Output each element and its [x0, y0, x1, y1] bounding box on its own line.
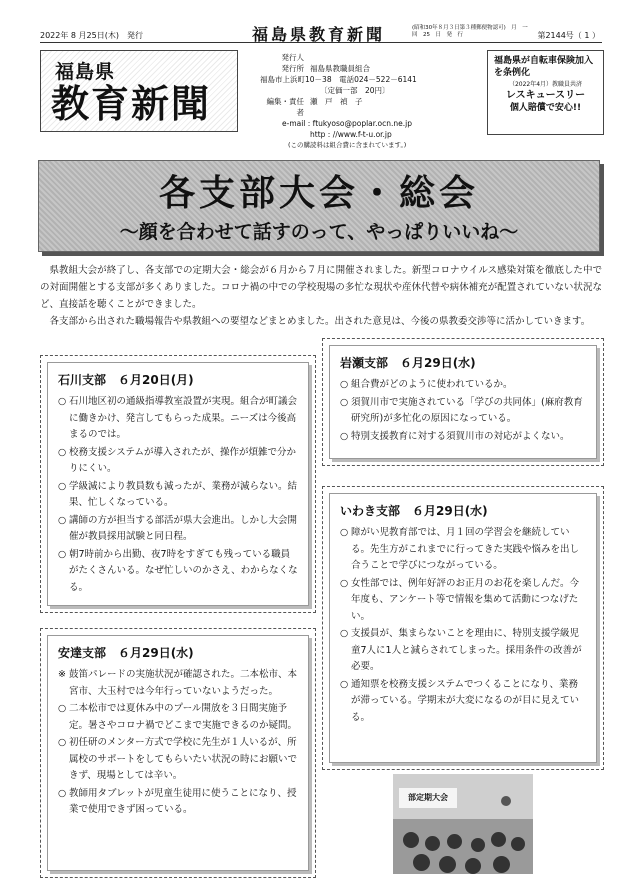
header-line [40, 25, 600, 44]
branch-heading: 安達支部 ６月29日(水) [58, 646, 194, 660]
list-item: ○ 朝7時前から出勤、夜7時をすぎても残っている職員がたくさんいる。なぜ忙しいのかさえ、わからなくなる。 [58, 548, 298, 593]
price: 〔定価一部 20円〕 [320, 86, 390, 95]
list-item: ○ 教師用タブレットが児童生徒用に使うことになり、授業で使用できず困っている。 [58, 787, 297, 815]
attendee-head [425, 836, 440, 851]
paper-name: 福島県教育新聞 [252, 25, 386, 44]
headline-subtitle: ～顔を合わせて話すのって、やっぱりいいね～ [119, 221, 519, 243]
attendee-head [439, 856, 456, 873]
issue-number: 第2144号（ 1 ） [537, 31, 600, 40]
attendee-head [403, 832, 419, 848]
list-item: ○ 組合費がどのように使われているか。 [340, 379, 513, 390]
attendee-head [493, 856, 510, 873]
attendee-head [413, 854, 430, 871]
list-item: ○ 須賀川市で実施されている「学びの共同体」(麻府教育研究所)が多忙化の原因になっている。 [340, 396, 583, 424]
headline-banner [38, 160, 600, 252]
ad-subline: （2022年4月）教職員共済 [508, 81, 583, 88]
intro-paragraph: 各支部から出された職場報告や県教組への要望などまとめました。出された意見は、今後の県教委交渉等に活かしていきます。 [49, 316, 591, 327]
branch-heading: 岩瀬支部 ６月29日(水) [340, 356, 476, 370]
attendee-head [447, 834, 462, 849]
list-item: ○ 二本松市では夏休み中のプール開放を３日間実施予定。暑さやコロナ禍でどこまで実施できるのか疑問。 [58, 703, 298, 731]
registration-note: (昭和30年８月３日第３種郵便物認可) 月 一 回 25 日 発 行 [412, 25, 534, 38]
subscription-note: (この購読料は組合費に含まれています。) [288, 141, 407, 149]
attendee-head [465, 858, 481, 874]
list-item: ○ 通知票を校務支援システムでつくることになり、業務が滞っている。学期末が大変になるのが目に見えている。 [340, 678, 580, 723]
list-item: ○ 支援員が、集まらないことを理由に、特別支援学級児童7人に1人と減らされてしまった。採用条件の改善が必要。 [340, 628, 582, 672]
office-label: 発行所 [281, 64, 304, 73]
masthead-title: 教育新聞 [51, 82, 212, 126]
list-item: ○ 石川地区初の通級指導教室設置が実現。組合が町議会に働きかけ、発言してもらった成果。ニーズは今後高まるのでは。 [58, 396, 298, 440]
branch-box-ishikawa [40, 355, 316, 613]
attendee-head [511, 837, 525, 851]
branch-box-adachi [40, 628, 316, 878]
meeting-photo [393, 774, 533, 874]
headline-title: 各支部大会・総会 [158, 173, 479, 214]
list-item: ※ 鼓笛パレードの実施状況が確認された。二本松市、本宮市、大玉村では今年行っていないようだった。 [58, 669, 298, 697]
ad-product: レスキュースリー [505, 90, 586, 101]
header-rule [40, 42, 602, 43]
email-link[interactable]: e-mail : ftukyoso@poplar.ocn.ne.jp [282, 119, 413, 128]
branch-list [58, 394, 298, 596]
list-item: ○ 講師の方が担当する部活が県大会進出。しかし大会開催が教員採用試験と同日程。 [58, 514, 298, 542]
ad-tagline: 個人賠償で安心!! [509, 103, 582, 113]
publisher-info [260, 52, 478, 151]
editor-label: 編集・責任者 [266, 97, 304, 117]
branch-box-iwaki [322, 486, 604, 770]
branch-box-iwase [322, 338, 604, 466]
list-item: ○ 特別支援教育に対する須賀川市の対応がよくない。 [340, 430, 570, 442]
list-item: ○ 初任研のメンター方式で学校に先生が１人いるが、所属校のサポートをしてもらいたい状況の時にお願いできず、現場としては辛い。 [58, 737, 298, 781]
attendee-head [491, 832, 506, 847]
list-item: ○ 障がい児教育部では、月１回の学習会を継続している。先生方がこれまでに行ってきた実践や悩みを出し合うことで学びにつながっている。 [340, 527, 580, 571]
branch-list [340, 377, 586, 445]
publisher-label: 発行人 [281, 53, 304, 62]
masthead-logo [40, 50, 238, 132]
speaker-head [501, 796, 511, 806]
list-item: ○ 学級減により教員数も減ったが、業務が減らない。結果、忙しくなっている。 [58, 480, 298, 508]
editor-name: 瀬 戸 禎 子 [310, 97, 363, 106]
insurance-ad [487, 50, 604, 135]
branch-list [340, 525, 586, 726]
publisher-name: 福島県教職員組合 [310, 64, 370, 73]
website-link[interactable]: http : //www.f-t-u.or.jp [310, 130, 392, 139]
branch-list [58, 667, 298, 819]
list-item: ○ 女性部では、例年好評のお正月のお花を楽しんだ。今年度も、アンケート等で情報を集めて活動につなげたい。 [340, 577, 580, 622]
ad-headline: 福島県が自転車保険加入を条例化 [494, 56, 594, 78]
intro-text [40, 262, 602, 330]
list-item: ○ 校務支援システムが導入されたが、操作が煩雑で分かりにくい。 [58, 446, 297, 474]
branch-heading: 石川支部 ６月20日(月) [58, 373, 194, 387]
publisher-address: 福島市上浜町10－38 電話024－522－6141 [260, 75, 417, 84]
masthead-prefecture: 福島県 [55, 61, 116, 83]
issue-date: 2022年 8 月25日(木) 発行 [40, 31, 143, 40]
attendee-head [471, 838, 485, 852]
branch-heading: いわき支部 ６月29日(水) [340, 504, 488, 518]
photo-sign: 部定期大会 [399, 788, 457, 808]
intro-paragraph: 県教組大会が終了し、各支部での定期大会・総会が６月から７月に開催されました。新型コロナウイルス感染対策を徹底した中での対面開催とする支部が多くありました。コロナ禍の中での学校現場の多忙な現状や産休代替や病休補充が配置されていない状況など、直接話を聴くことができました。 [40, 265, 602, 310]
